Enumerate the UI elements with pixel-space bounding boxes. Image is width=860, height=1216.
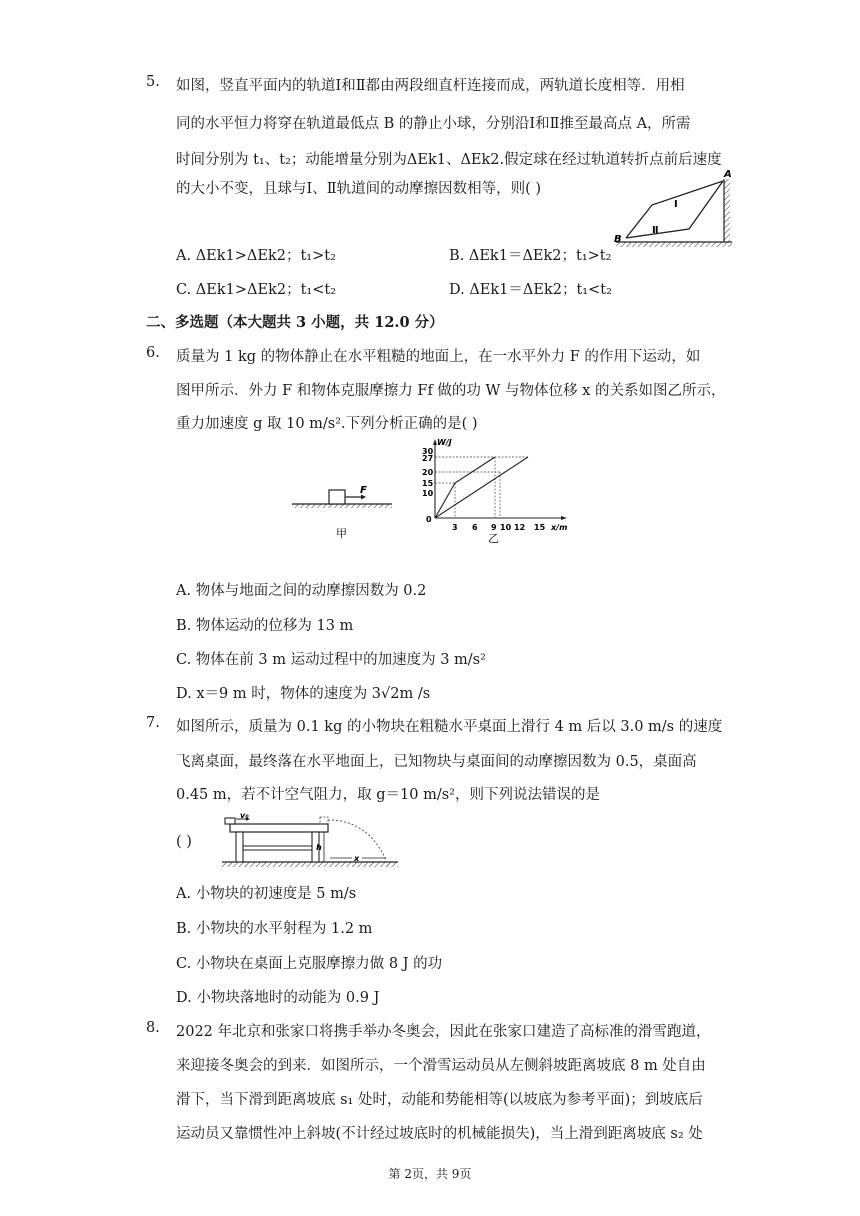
q6-block: [329, 490, 345, 504]
q7-h-label: h: [316, 843, 322, 852]
q6-ground: [292, 504, 392, 508]
q6-number: 6.: [146, 345, 160, 361]
q6-xtick-3: 3: [452, 523, 458, 532]
q6-line-1: 质量为 1 kg 的物体静止在水平粗糙的地面上，在一水平外力 F 的作用下运动，如: [176, 349, 701, 365]
q5-label-I: Ⅰ: [674, 199, 678, 210]
q7-block: [225, 818, 235, 824]
q6-ytick-30: 30: [422, 447, 434, 456]
q5-label-B: B: [614, 234, 622, 245]
q6-origin: 0: [426, 515, 432, 524]
q6-y-axis-label: W/J: [437, 438, 452, 447]
q7-number: 7.: [146, 715, 160, 731]
q5-number: 5.: [146, 74, 160, 90]
q7-option-a[interactable]: A. 小物块的初速度是 5 m/s: [176, 886, 357, 902]
q6-ytick-10: 10: [422, 489, 434, 498]
q7-option-b[interactable]: B. 小物块的水平射程为 1.2 m: [176, 921, 373, 937]
q7-line-1: 如图所示，质量为 0.1 kg 的小物块在粗糙水平桌面上滑行 4 m 后以 3.0 m/s 的速度: [176, 719, 723, 735]
q6-xtick-6: 6: [472, 523, 478, 532]
q5-line-1: 如图，竖直平面内的轨道Ⅰ和Ⅱ都由两段细直杆连接而成，两轨道长度相等．用相: [176, 78, 685, 94]
q5-wall: [724, 179, 730, 242]
q6-xtick-9: 9: [491, 523, 497, 532]
q6-ytick-27: 27: [422, 454, 434, 463]
q5-ground: [616, 242, 732, 247]
q5-option-a[interactable]: A. ΔEk1>ΔEk2；t₁>t₂: [176, 248, 336, 264]
q5-line-2: 同的水平恒力将穿在轨道最低点 B 的静止小球，分别沿Ⅰ和Ⅱ推至最高点 A，所需: [176, 116, 691, 132]
q6-xtick-10: 10: [500, 523, 512, 532]
q7-table-figure: [220, 812, 400, 872]
q7-option-d[interactable]: D. 小物块落地时的动能为 0.9 J: [176, 990, 380, 1006]
q7-table-top: [230, 824, 328, 832]
q6-xtick-15: 15: [534, 523, 546, 532]
q8-line-3: 滑下，当下滑到距离坡底 s₁ 处时，动能和势能相等(以坡底为参考平面)；到坡底后: [176, 1092, 703, 1108]
q7-x-label: x: [354, 854, 360, 863]
q5-option-d[interactable]: D. ΔEk1＝ΔEk2；t₁<t₂: [449, 282, 612, 298]
q6-caption-jia: 甲: [336, 527, 347, 540]
q6-ytick-20: 20: [422, 468, 434, 477]
q5-line-3: 时间分别为 t₁、t₂；动能增量分别为ΔEk1、ΔEk2.假定球在经过轨道转折点前后速度: [176, 152, 722, 168]
q6-caption-yi: 乙: [488, 532, 499, 545]
q7-floor: [222, 862, 398, 867]
q6-line-2: 图甲所示．外力 F 和物体克服摩擦力 Ff 做的功 W 与物体位移 x 的关系如图乙所示，: [176, 383, 726, 399]
q6-ytick-15: 15: [422, 479, 434, 488]
q6-xtick-12: 12: [514, 523, 526, 532]
q6-figure-yi: [418, 436, 574, 546]
q6-line-work-F: [435, 457, 495, 518]
q6-force-label: F: [360, 485, 367, 496]
q6-figure-jia: [290, 484, 396, 540]
q6-line-3: 重力加速度 g 取 10 m/s².下列分析正确的是( ): [176, 416, 478, 432]
q6-option-d[interactable]: D. x＝9 m 时，物体的速度为 3√2m /s: [176, 686, 431, 702]
q5-line-4: 的大小不变，且球与Ⅰ、Ⅱ轨道间的动摩擦因数相等，则( ): [176, 181, 542, 197]
q8-line-2: 来迎接冬奥会的到来．如图所示，一个滑雪运动员从左侧斜坡距离坡底 8 m 处自由: [176, 1058, 706, 1074]
q6-option-c[interactable]: C. 物体在前 3 m 运动过程中的加速度为 3 m/s²: [176, 652, 486, 668]
q7-line-3: 0.45 m，若不计空气阻力，取 g＝10 m/s²，则下列说法错误的是: [176, 787, 600, 803]
q8-number: 8.: [146, 1020, 160, 1036]
q5-track-figure: [612, 165, 738, 251]
section-heading: 二、多选题（本大题共 3 小题，共 12.0 分）: [146, 314, 444, 331]
q8-line-4: 运动员又靠惯性冲上斜坡(不计经过坡底时的机械能损失)，当上滑到距离坡底 s₂ 处: [176, 1126, 703, 1142]
q7-v0-label: v₀: [240, 812, 249, 820]
q6-option-b[interactable]: B. 物体运动的位移为 13 m: [176, 618, 354, 634]
page-footer: 第 2页，共 9页: [388, 1167, 472, 1181]
q6-option-a[interactable]: A. 物体与地面之间的动摩擦因数为 0.2: [176, 583, 427, 599]
q7-option-c[interactable]: C. 小物块在桌面上克服摩擦力做 8 J 的功: [176, 956, 443, 972]
q7-paren: ( ): [176, 834, 192, 850]
q8-line-1: 2022 年北京和张家口将携手举办冬奥会，因此在张家口建造了高标准的滑雪跑道，: [176, 1024, 711, 1040]
q5-option-b[interactable]: B. ΔEk1＝ΔEk2；t₁>t₂: [449, 248, 612, 264]
q6-x-axis-label: x/m: [551, 523, 568, 532]
q7-line-2: 飞离桌面，最终落在水平地面上，已知物块与桌面间的动摩擦因数为 0.5，桌面高: [176, 754, 697, 770]
q5-label-A: A: [724, 169, 732, 180]
q5-option-c[interactable]: C. ΔEk1>ΔEk2；t₁<t₂: [176, 282, 337, 298]
q5-label-II: Ⅱ: [652, 225, 659, 236]
